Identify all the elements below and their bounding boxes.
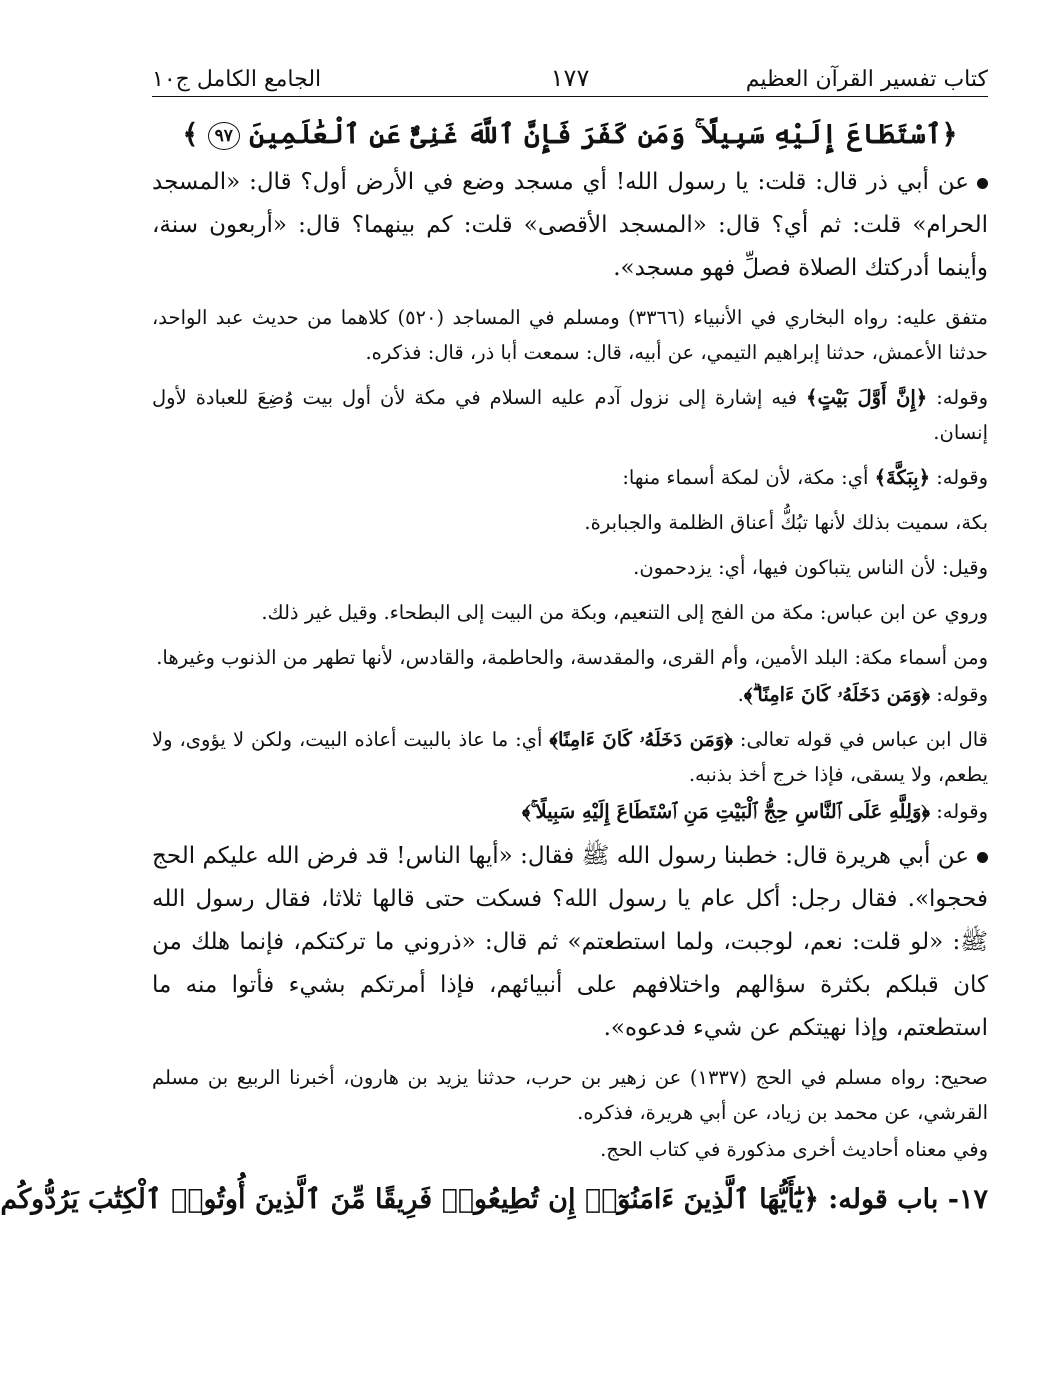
takhrij-abu-dharr: متفق عليه: رواه البخاري في الأنبياء (٣٣٦٦) ومسلم في المساجد (٥٢٠) كلاهما من حديث عبد الواحد، حدثنا الأعمش، حدثنا إبراهيم التيمي، عن أبيه، قال: سمعت أبا ذر، قال: فذكره. — [152, 306, 988, 364]
hadith-abu-dharr — [152, 161, 988, 290]
page-header — [152, 58, 988, 97]
book-title: كتاب تفسير القرآن العظيم — [745, 67, 988, 92]
comment-body: فيه إشارة إلى نزول آدم عليه السلام في مكة لأن أول بيت وُضِعَ للعبادة لأول إنسان. — [152, 386, 988, 444]
comment-prefix: وقوله: — [930, 466, 988, 489]
ayah-number-marker: ٩٧ — [208, 122, 240, 150]
comment-hajj-verse — [152, 794, 988, 829]
book-page — [0, 58, 989, 1358]
quran-quote: ﴿وَمَن دَخَلَهُۥ كَانَ ءَامِنًا ۗ﴾ — [743, 683, 931, 706]
top-verse-text: ﴿ٱسْتَطَاعَ إِلَيْهِ سَبِيلًا ۚ وَمَن كَفَرَ فَإِنَّ ٱللَّهَ غَنِىٌّ عَنِ ٱلْعَٰلَمِينَ — [249, 119, 958, 150]
comment-dakhalahu — [152, 677, 988, 712]
ibn-abbas-bakkah: وروي عن ابن عباس: مكة من الفج إلى التنعيم، وبكة من البيت إلى البطحاء. وقيل غير ذلك. — [261, 601, 988, 624]
comment-prefix: قال ابن عباس في قوله تعالى: — [732, 728, 988, 751]
bakkah-definition: بكة، سميت بذلك لأنها تبُكُّ أعناق الظلمة والجبابرة. — [584, 511, 988, 534]
comment-body: . — [737, 683, 744, 706]
chapter-heading — [0, 1177, 988, 1223]
hadith-abu-hurayrah — [152, 835, 988, 1050]
quran-quote: ﴿إِنَّ أَوَّلَ بَيْتٍ﴾ — [806, 386, 928, 409]
wa-qil-note: وقيل: لأن الناس يتباكون فيها، أي: يزدحمون. — [633, 556, 988, 579]
top-verse-close: ﴾ — [182, 119, 199, 150]
comment-prefix: وقوله: — [930, 683, 988, 706]
comment-body: أي: ما عاذ بالبيت أعاذه البيت، ولكن لا يؤوى، ولا يطعم، ولا يسقى، فإذا خرج أخذ بذنبه. — [152, 728, 988, 786]
comment-prefix: وقوله: — [930, 800, 988, 823]
chapter-verse: ﴿يَٰٓأَيُّهَا ٱلَّذِينَ ءَامَنُوٓا۟ إِن تُطِيعُوا۟ فَرِيقًا مِّنَ ٱلَّذِينَ أُوتُوا۟ ٱلْكِتَٰبَ يَرُدُّوكُم — [0, 1184, 819, 1215]
page-number: ١٧٧ — [550, 64, 590, 92]
volume-label: الجامع الكامل ج١٠ — [152, 67, 322, 92]
names-of-makkah: ومن أسماء مكة: البلد الأمين، وأم القرى، والمقدسة، والحاطمة، والقادس، لأنها تطهر من الذنوب وغيرها. — [156, 646, 988, 669]
quran-quote: ﴿بِبَكَّةَ﴾ — [874, 466, 931, 489]
quran-quote: ﴿وَلِلَّهِ عَلَى ٱلنَّاسِ حِجُّ ٱلْبَيْتِ مَنِ ٱسْتَطَاعَ إِلَيْهِ سَبِيلًا ۚ﴾ — [521, 800, 931, 823]
hadith-abu-dharr-text: عن أبي ذر قال: قلت: يا رسول الله! أي مسجد وضع في الأرض أول؟ قال: «المسجد الحرام» قلت: ثم أي؟ قال: «المسجد الأقصى» قلت: كم بينهما؟ قال: «أربعون سنة، وأينما أدركتك الصلاة فصلِّ فهو مسجد». — [152, 169, 988, 281]
chapter-label: ١٧- باب قوله: — [818, 1184, 988, 1215]
hadith-abu-hurayrah-text: عن أبي هريرة قال: خطبنا رسول الله ﷺ فقال: «أيها الناس! قد فرض الله عليكم الحج فحجوا». فقال رجل: أكل عام يا رسول الله؟ فسكت حتى قالها ثلاثا، فقال رسول الله ﷺ: «لو قلت: نعم، لوجبت، ولما استطعتم» ثم قال: «ذروني ما تركتكم، فإنما هلك من كان قبلكم بكثرة سؤالهم واختلافهم على أنبيائهم، فإذا أمرتكم بشيء فأتوا منه ما استطعتم، وإذا نهيتكم عن شيء فدعوه». — [152, 843, 988, 1041]
comment-prefix: وقوله: — [927, 386, 989, 409]
comment-awwal-bayt — [152, 380, 988, 450]
related-hadiths-note: وفي معناه أحاديث أخرى مذكورة في كتاب الحج. — [600, 1138, 988, 1161]
ibn-abbas-amina — [152, 722, 988, 792]
bullet-icon — [977, 852, 988, 863]
top-verse — [152, 115, 988, 155]
quran-quote: ﴿وَمَن دَخَلَهُۥ كَانَ ءَامِنًا﴾ — [549, 728, 733, 751]
comment-bakkah — [152, 460, 988, 495]
comment-body: أي: مكة، لأن لمكة أسماء منها: — [622, 466, 875, 489]
takhrij-abu-hurayrah: صحيح: رواه مسلم في الحج (١٣٣٧) عن زهير بن حرب، حدثنا يزيد بن هارون، أخبرنا الربيع بن مسلم القرشي، عن محمد بن زياد، عن أبي هريرة، فذكره. — [152, 1066, 988, 1124]
bullet-icon — [977, 178, 988, 189]
